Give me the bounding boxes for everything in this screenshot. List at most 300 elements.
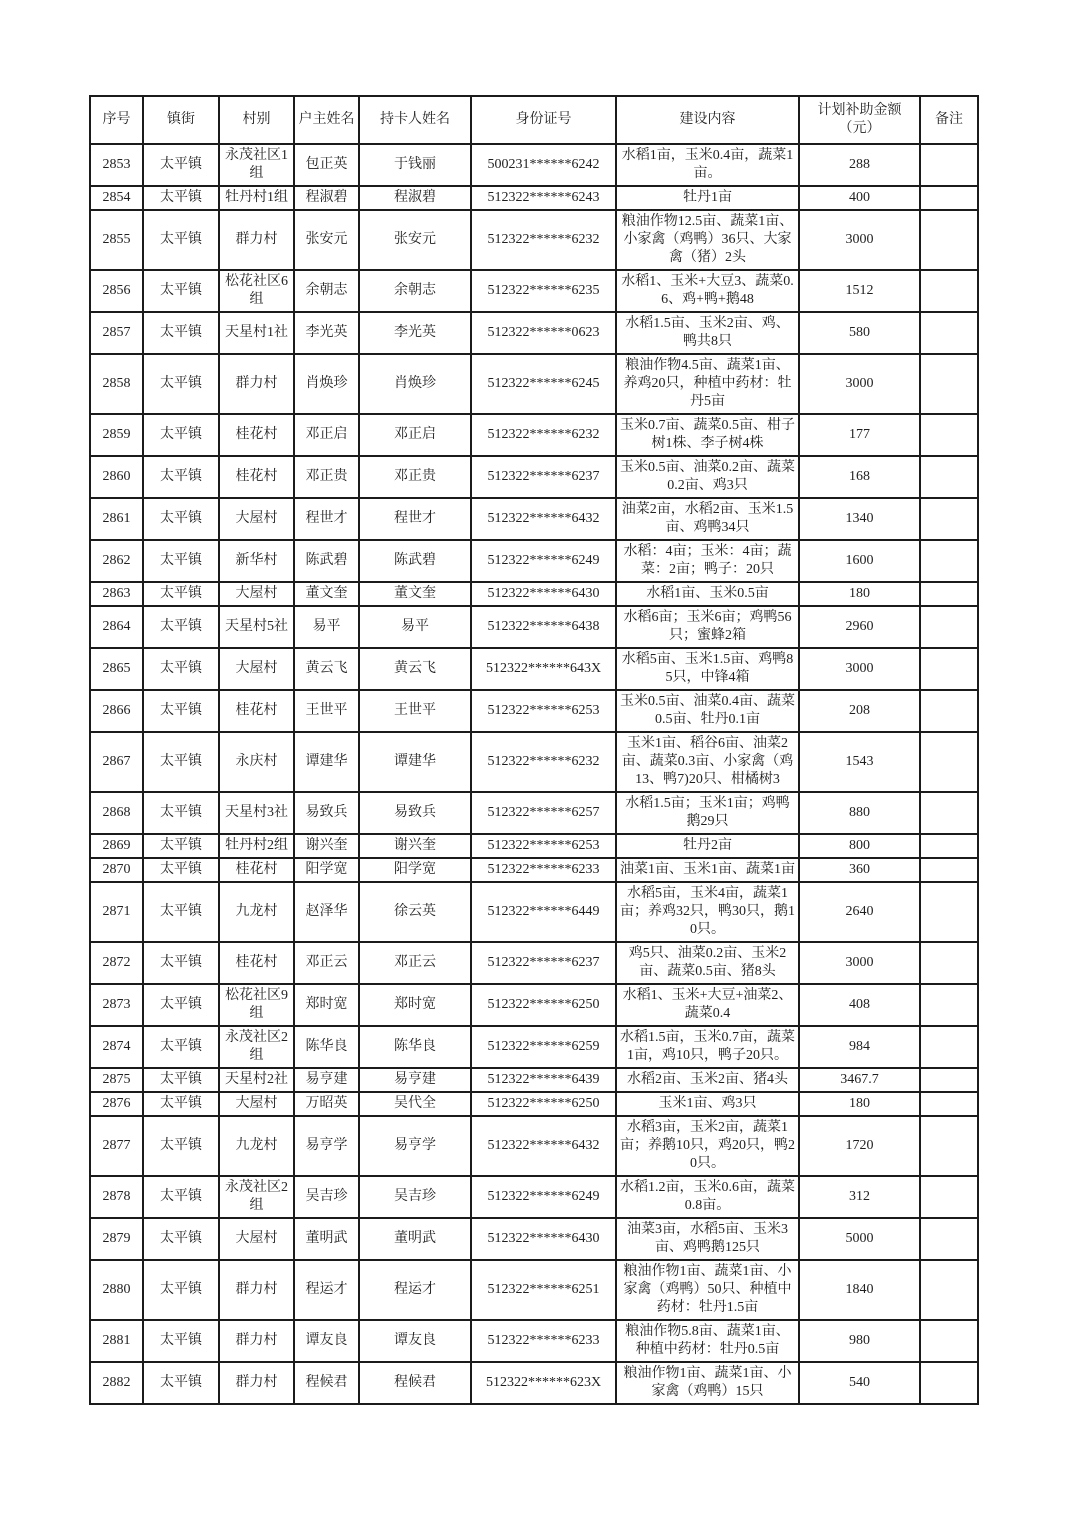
cell-note: [920, 456, 978, 498]
cell-town: 太平镇: [143, 498, 219, 540]
cell-id-number: 512322******6438: [471, 606, 616, 648]
header-village: 村别: [219, 96, 294, 144]
cell-note: [920, 1068, 978, 1092]
cell-seq: 2858: [90, 354, 143, 414]
cell-householder: 董明武: [294, 1218, 359, 1260]
cell-cardholder: 董明武: [359, 1218, 471, 1260]
cell-note: [920, 732, 978, 792]
cell-village: 群力村: [219, 1320, 294, 1362]
cell-cardholder: 肖焕珍: [359, 354, 471, 414]
cell-town: 太平镇: [143, 456, 219, 498]
cell-householder: 余朝志: [294, 270, 359, 312]
cell-householder: 易亨学: [294, 1116, 359, 1176]
cell-seq: 2854: [90, 186, 143, 210]
cell-content: 油菜3亩，水稻5亩、玉米3亩、鸡鸭鹅125只: [616, 1218, 799, 1260]
cell-content: 水稻1、玉米+大豆3、蔬菜0.6、鸡+鸭+鹅48: [616, 270, 799, 312]
cell-note: [920, 1362, 978, 1404]
cell-village: 群力村: [219, 1260, 294, 1320]
table-row: [90, 1320, 978, 1362]
cell-householder: 程运才: [294, 1260, 359, 1320]
cell-village: 大屋村: [219, 1218, 294, 1260]
cell-content: 玉米0.7亩、蔬菜0.5亩、柑子树1株、李子树4株: [616, 414, 799, 456]
cell-note: [920, 144, 978, 186]
cell-content: 水稻2亩、玉米2亩、猪4头: [616, 1068, 799, 1092]
cell-amount: 312: [799, 1176, 920, 1218]
cell-cardholder: 吴吉珍: [359, 1176, 471, 1218]
cell-seq: 2880: [90, 1260, 143, 1320]
cell-amount: 1720: [799, 1116, 920, 1176]
table-row: [90, 606, 978, 648]
cell-amount: 3000: [799, 942, 920, 984]
cell-village: 桂花村: [219, 690, 294, 732]
cell-seq: 2877: [90, 1116, 143, 1176]
cell-content: 玉米1亩、鸡3只: [616, 1092, 799, 1116]
cell-id-number: 512322******6243: [471, 186, 616, 210]
cell-seq: 2875: [90, 1068, 143, 1092]
cell-town: 太平镇: [143, 1362, 219, 1404]
cell-householder: 万昭英: [294, 1092, 359, 1116]
cell-amount: 168: [799, 456, 920, 498]
cell-id-number: 512322******6253: [471, 690, 616, 732]
cell-amount: 288: [799, 144, 920, 186]
table-row: [90, 312, 978, 354]
cell-content: 粮油作物1亩、蔬菜1亩、小家禽（鸡鸭）15只: [616, 1362, 799, 1404]
header-householder: 户主姓名: [294, 96, 359, 144]
cell-cardholder: 邓正启: [359, 414, 471, 456]
cell-id-number: 512322******6250: [471, 984, 616, 1026]
cell-seq: 2864: [90, 606, 143, 648]
cell-cardholder: 易亨学: [359, 1116, 471, 1176]
cell-householder: 王世平: [294, 690, 359, 732]
cell-note: [920, 414, 978, 456]
cell-town: 太平镇: [143, 882, 219, 942]
cell-id-number: 512322******6253: [471, 834, 616, 858]
cell-householder: 黄云飞: [294, 648, 359, 690]
cell-village: 桂花村: [219, 942, 294, 984]
cell-amount: 2640: [799, 882, 920, 942]
cell-seq: 2860: [90, 456, 143, 498]
cell-town: 太平镇: [143, 540, 219, 582]
table-row: [90, 186, 978, 210]
cell-cardholder: 邓正贵: [359, 456, 471, 498]
cell-content: 粮油作物5.8亩、蔬菜1亩、种植中药材：牡丹0.5亩: [616, 1320, 799, 1362]
cell-seq: 2856: [90, 270, 143, 312]
cell-town: 太平镇: [143, 1116, 219, 1176]
table-body: [90, 144, 978, 1404]
cell-amount: 880: [799, 792, 920, 834]
cell-householder: 程淑碧: [294, 186, 359, 210]
cell-id-number: 512322******6257: [471, 792, 616, 834]
table-row: [90, 1116, 978, 1176]
cell-village: 群力村: [219, 1362, 294, 1404]
cell-id-number: 512322******6430: [471, 582, 616, 606]
cell-note: [920, 858, 978, 882]
cell-note: [920, 1116, 978, 1176]
cell-content: 玉米0.5亩、油菜0.4亩、蔬菜0.5亩、牡丹0.1亩: [616, 690, 799, 732]
cell-amount: 180: [799, 1092, 920, 1116]
cell-town: 太平镇: [143, 1068, 219, 1092]
cell-village: 大屋村: [219, 582, 294, 606]
cell-cardholder: 陈武碧: [359, 540, 471, 582]
cell-cardholder: 程淑碧: [359, 186, 471, 210]
cell-householder: 阳学宽: [294, 858, 359, 882]
cell-village: 牡丹村1组: [219, 186, 294, 210]
cell-village: 桂花村: [219, 858, 294, 882]
cell-id-number: 512322******643X: [471, 648, 616, 690]
cell-note: [920, 606, 978, 648]
cell-content: 水稻6亩；玉米6亩；鸡鸭56只；蜜蜂2箱: [616, 606, 799, 648]
table-row: [90, 582, 978, 606]
cell-amount: 180: [799, 582, 920, 606]
cell-seq: 2865: [90, 648, 143, 690]
header-cardholder: 持卡人姓名: [359, 96, 471, 144]
cell-village: 大屋村: [219, 498, 294, 540]
cell-householder: 陈华良: [294, 1026, 359, 1068]
cell-cardholder: 易平: [359, 606, 471, 648]
table-row: [90, 984, 978, 1026]
cell-seq: 2869: [90, 834, 143, 858]
cell-cardholder: 董文奎: [359, 582, 471, 606]
cell-amount: 980: [799, 1320, 920, 1362]
cell-id-number: 512322******6449: [471, 882, 616, 942]
cell-id-number: 512322******6233: [471, 1320, 616, 1362]
cell-cardholder: 王世平: [359, 690, 471, 732]
cell-seq: 2861: [90, 498, 143, 540]
cell-content: 水稻5亩、玉米1.5亩、鸡鸭85只，中锋4箱: [616, 648, 799, 690]
cell-content: 水稻1.5亩、玉米2亩、鸡、鸭共8只: [616, 312, 799, 354]
cell-note: [920, 1320, 978, 1362]
cell-id-number: 512322******623X: [471, 1362, 616, 1404]
header-amount: [799, 96, 920, 144]
cell-seq: 2873: [90, 984, 143, 1026]
cell-householder: 董文奎: [294, 582, 359, 606]
cell-village: 松花社区9组: [219, 984, 294, 1026]
table-row: [90, 270, 978, 312]
cell-village: 天星村1社: [219, 312, 294, 354]
cell-id-number: 512322******6439: [471, 1068, 616, 1092]
header-note: 备注: [920, 96, 978, 144]
cell-note: [920, 792, 978, 834]
cell-cardholder: 黄云飞: [359, 648, 471, 690]
cell-cardholder: 徐云英: [359, 882, 471, 942]
cell-content: 牡丹1亩: [616, 186, 799, 210]
cell-amount: 1840: [799, 1260, 920, 1320]
cell-cardholder: 易致兵: [359, 792, 471, 834]
cell-householder: 谭友良: [294, 1320, 359, 1362]
cell-note: [920, 540, 978, 582]
cell-seq: 2882: [90, 1362, 143, 1404]
cell-village: 牡丹村2组: [219, 834, 294, 858]
cell-householder: 邓正云: [294, 942, 359, 984]
cell-id-number: 512322******6232: [471, 414, 616, 456]
cell-amount: 1340: [799, 498, 920, 540]
cell-village: 桂花村: [219, 414, 294, 456]
cell-town: 太平镇: [143, 834, 219, 858]
cell-householder: 易平: [294, 606, 359, 648]
cell-householder: 程候君: [294, 1362, 359, 1404]
table-header: [90, 96, 978, 144]
cell-householder: 易致兵: [294, 792, 359, 834]
cell-content: 水稻5亩，玉米4亩，蔬菜1亩；养鸡32只，鸭30只，鹅10只。: [616, 882, 799, 942]
cell-seq: 2867: [90, 732, 143, 792]
cell-content: 粮油作物4.5亩、蔬菜1亩、养鸡20只，种植中药材：牡丹5亩: [616, 354, 799, 414]
cell-id-number: 512322******6232: [471, 210, 616, 270]
cell-content: 牡丹2亩: [616, 834, 799, 858]
cell-householder: 程世才: [294, 498, 359, 540]
cell-cardholder: 邓正云: [359, 942, 471, 984]
cell-seq: 2879: [90, 1218, 143, 1260]
table-row: [90, 1026, 978, 1068]
cell-id-number: 512322******6235: [471, 270, 616, 312]
cell-cardholder: 余朝志: [359, 270, 471, 312]
table-row: [90, 354, 978, 414]
cell-cardholder: 张安元: [359, 210, 471, 270]
table-row: [90, 648, 978, 690]
cell-content: 油菜1亩、玉米1亩、蔬菜1亩: [616, 858, 799, 882]
header-seq: 序号: [90, 96, 143, 144]
cell-cardholder: 郑时宽: [359, 984, 471, 1026]
cell-town: 太平镇: [143, 312, 219, 354]
table-row: [90, 834, 978, 858]
cell-seq: 2874: [90, 1026, 143, 1068]
cell-note: [920, 498, 978, 540]
cell-town: 太平镇: [143, 144, 219, 186]
cell-seq: 2859: [90, 414, 143, 456]
cell-amount: 3000: [799, 354, 920, 414]
cell-seq: 2855: [90, 210, 143, 270]
cell-cardholder: 陈华良: [359, 1026, 471, 1068]
cell-town: 太平镇: [143, 1176, 219, 1218]
table-row: [90, 144, 978, 186]
cell-village: 永茂社区2组: [219, 1026, 294, 1068]
cell-cardholder: 李光英: [359, 312, 471, 354]
cell-note: [920, 354, 978, 414]
cell-seq: 2872: [90, 942, 143, 984]
cell-seq: 2857: [90, 312, 143, 354]
cell-householder: 张安元: [294, 210, 359, 270]
cell-note: [920, 690, 978, 732]
cell-town: 太平镇: [143, 414, 219, 456]
cell-cardholder: 于钱丽: [359, 144, 471, 186]
cell-note: [920, 1176, 978, 1218]
cell-note: [920, 186, 978, 210]
cell-note: [920, 648, 978, 690]
table-row: [90, 498, 978, 540]
cell-village: 天星村2社: [219, 1068, 294, 1092]
cell-village: 大屋村: [219, 1092, 294, 1116]
cell-id-number: 512322******6249: [471, 540, 616, 582]
cell-householder: 陈武碧: [294, 540, 359, 582]
cell-amount: 2960: [799, 606, 920, 648]
cell-amount: 400: [799, 186, 920, 210]
cell-amount: 3467.7: [799, 1068, 920, 1092]
cell-seq: 2878: [90, 1176, 143, 1218]
cell-householder: 谭建华: [294, 732, 359, 792]
cell-note: [920, 270, 978, 312]
cell-householder: 赵泽华: [294, 882, 359, 942]
cell-amount: 1600: [799, 540, 920, 582]
cell-cardholder: 吴代全: [359, 1092, 471, 1116]
cell-content: 水稻1.5亩；玉米1亩；鸡鸭鹅29只: [616, 792, 799, 834]
header-amount-line2: （元）: [838, 121, 881, 136]
header-amount-line1: 计划补助金额: [817, 103, 902, 118]
header-town: 镇街: [143, 96, 219, 144]
header-id-number: 身份证号: [471, 96, 616, 144]
cell-town: 太平镇: [143, 792, 219, 834]
cell-village: 桂花村: [219, 456, 294, 498]
cell-cardholder: 谭建华: [359, 732, 471, 792]
cell-householder: 李光英: [294, 312, 359, 354]
cell-cardholder: 程候君: [359, 1362, 471, 1404]
cell-content: 水稻1.5亩，玉米0.7亩，蔬菜1亩，鸡10只，鸭子20只。: [616, 1026, 799, 1068]
cell-note: [920, 1218, 978, 1260]
cell-amount: 3000: [799, 210, 920, 270]
cell-seq: 2866: [90, 690, 143, 732]
cell-town: 太平镇: [143, 648, 219, 690]
cell-note: [920, 1026, 978, 1068]
table-row: [90, 882, 978, 942]
cell-householder: 易亨建: [294, 1068, 359, 1092]
cell-amount: 177: [799, 414, 920, 456]
cell-householder: 吴吉珍: [294, 1176, 359, 1218]
cell-cardholder: 易亨建: [359, 1068, 471, 1092]
cell-village: 大屋村: [219, 648, 294, 690]
cell-content: 水稻：4亩；玉米：4亩；蔬菜：2亩；鸭子：20只: [616, 540, 799, 582]
table-row: [90, 942, 978, 984]
cell-content: 水稻1、玉米+大豆+油菜2、蔬菜0.4: [616, 984, 799, 1026]
cell-village: 群力村: [219, 354, 294, 414]
cell-town: 太平镇: [143, 1260, 219, 1320]
cell-town: 太平镇: [143, 1026, 219, 1068]
cell-town: 太平镇: [143, 1320, 219, 1362]
cell-seq: 2863: [90, 582, 143, 606]
header-row: [90, 96, 978, 144]
table-row: [90, 858, 978, 882]
cell-id-number: 512322******6232: [471, 732, 616, 792]
cell-id-number: 512322******6237: [471, 942, 616, 984]
cell-note: [920, 312, 978, 354]
table-row: [90, 210, 978, 270]
cell-village: 永茂社区2组: [219, 1176, 294, 1218]
cell-id-number: 512322******6259: [471, 1026, 616, 1068]
cell-id-number: 512322******6237: [471, 456, 616, 498]
cell-note: [920, 882, 978, 942]
cell-town: 太平镇: [143, 582, 219, 606]
cell-content: 玉米0.5亩、油菜0.2亩、蔬菜0.2亩、鸡3只: [616, 456, 799, 498]
cell-id-number: 512322******6233: [471, 858, 616, 882]
cell-content: 粮油作物1亩、蔬菜1亩、小家禽（鸡鸭）50只、种植中药材：牡丹1.5亩: [616, 1260, 799, 1320]
table-row: [90, 540, 978, 582]
cell-village: 新华村: [219, 540, 294, 582]
cell-householder: 邓正贵: [294, 456, 359, 498]
table-row: [90, 732, 978, 792]
cell-id-number: 512322******6251: [471, 1260, 616, 1320]
cell-id-number: 512322******6432: [471, 1116, 616, 1176]
cell-cardholder: 谭友良: [359, 1320, 471, 1362]
cell-village: 松花社区6组: [219, 270, 294, 312]
cell-householder: 邓正启: [294, 414, 359, 456]
cell-village: 群力村: [219, 210, 294, 270]
cell-town: 太平镇: [143, 858, 219, 882]
cell-content: 油菜2亩，水稻2亩、玉米1.5亩、鸡鸭34只: [616, 498, 799, 540]
cell-seq: 2870: [90, 858, 143, 882]
cell-content: 水稻3亩，玉米2亩，蔬菜1亩；养鹅10只，鸡20只，鸭20只。: [616, 1116, 799, 1176]
header-content: 建设内容: [616, 96, 799, 144]
cell-householder: 谢兴奎: [294, 834, 359, 858]
cell-amount: 800: [799, 834, 920, 858]
table-row: [90, 1218, 978, 1260]
table-row: [90, 792, 978, 834]
cell-id-number: 512322******6245: [471, 354, 616, 414]
cell-amount: 408: [799, 984, 920, 1026]
cell-town: 太平镇: [143, 984, 219, 1026]
cell-amount: 5000: [799, 1218, 920, 1260]
table-row: [90, 414, 978, 456]
cell-amount: 984: [799, 1026, 920, 1068]
cell-cardholder: 程世才: [359, 498, 471, 540]
cell-amount: 3000: [799, 648, 920, 690]
cell-town: 太平镇: [143, 210, 219, 270]
cell-seq: 2876: [90, 1092, 143, 1116]
cell-seq: 2862: [90, 540, 143, 582]
cell-cardholder: 程运才: [359, 1260, 471, 1320]
cell-id-number: 500231******6242: [471, 144, 616, 186]
cell-note: [920, 942, 978, 984]
cell-note: [920, 210, 978, 270]
cell-village: 天星村3社: [219, 792, 294, 834]
cell-content: 水稻1.2亩，玉米0.6亩，蔬菜0.8亩。: [616, 1176, 799, 1218]
cell-note: [920, 834, 978, 858]
cell-town: 太平镇: [143, 1092, 219, 1116]
cell-householder: 包正英: [294, 144, 359, 186]
cell-amount: 208: [799, 690, 920, 732]
cell-village: 天星村5社: [219, 606, 294, 648]
cell-seq: 2868: [90, 792, 143, 834]
cell-amount: 1543: [799, 732, 920, 792]
cell-town: 太平镇: [143, 270, 219, 312]
cell-amount: 580: [799, 312, 920, 354]
cell-town: 太平镇: [143, 732, 219, 792]
cell-householder: 肖焕珍: [294, 354, 359, 414]
cell-amount: 1512: [799, 270, 920, 312]
table-row: [90, 1068, 978, 1092]
cell-village: 永茂社区1组: [219, 144, 294, 186]
subsidy-table: [89, 95, 979, 1405]
table-row: [90, 1092, 978, 1116]
cell-content: 水稻1亩，玉米0.4亩，蔬菜1亩。: [616, 144, 799, 186]
table-row: [90, 1260, 978, 1320]
table-row: [90, 1362, 978, 1404]
cell-note: [920, 1260, 978, 1320]
cell-town: 太平镇: [143, 1218, 219, 1260]
cell-note: [920, 582, 978, 606]
cell-id-number: 512322******6430: [471, 1218, 616, 1260]
cell-note: [920, 1092, 978, 1116]
cell-town: 太平镇: [143, 606, 219, 648]
cell-seq: 2871: [90, 882, 143, 942]
cell-content: 粮油作物12.5亩、蔬菜1亩、小家禽（鸡鸭）36只、大家禽（猪）2头: [616, 210, 799, 270]
cell-cardholder: 谢兴奎: [359, 834, 471, 858]
cell-id-number: 512322******0623: [471, 312, 616, 354]
cell-town: 太平镇: [143, 942, 219, 984]
cell-id-number: 512322******6250: [471, 1092, 616, 1116]
cell-village: 九龙村: [219, 1116, 294, 1176]
cell-town: 太平镇: [143, 354, 219, 414]
cell-note: [920, 984, 978, 1026]
cell-village: 九龙村: [219, 882, 294, 942]
cell-content: 鸡5只、油菜0.2亩、玉米2亩、蔬菜0.5亩、猪8头: [616, 942, 799, 984]
cell-id-number: 512322******6249: [471, 1176, 616, 1218]
